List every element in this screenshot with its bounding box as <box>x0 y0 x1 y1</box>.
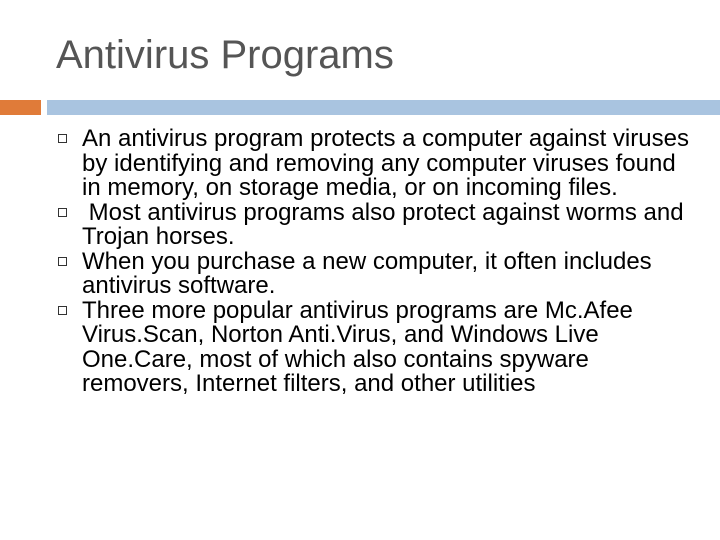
hollow-square-icon <box>58 208 67 217</box>
bullet-item <box>56 127 696 201</box>
hollow-square-icon <box>58 257 67 266</box>
slide-title: Antivirus Programs <box>56 33 394 77</box>
hollow-square-icon <box>58 306 67 315</box>
bullet-text: Most antivirus programs also protect against worms and Trojan horses. <box>82 198 690 250</box>
bullet-text: An antivirus program protects a computer against viruses by identifying and removing any computer viruses found in memory, on storage media, or on incoming files. <box>82 125 689 201</box>
bullet-list <box>56 127 696 397</box>
bullet-text: Three more popular antivirus programs are Mc.Afee Virus.Scan, Norton Anti.Virus, and Windows Live One.Care, most of which also contains spyware removers, Internet filters, and other utilities <box>82 296 633 397</box>
accent-bar <box>0 100 41 115</box>
header-rule-bar <box>47 100 720 115</box>
hollow-square-icon <box>58 134 67 143</box>
bullet-item <box>56 296 696 397</box>
bullet-text: When you purchase a new computer, it often includes antivirus software. <box>82 247 652 299</box>
bullet-item <box>56 198 696 250</box>
bullet-item <box>56 247 696 299</box>
